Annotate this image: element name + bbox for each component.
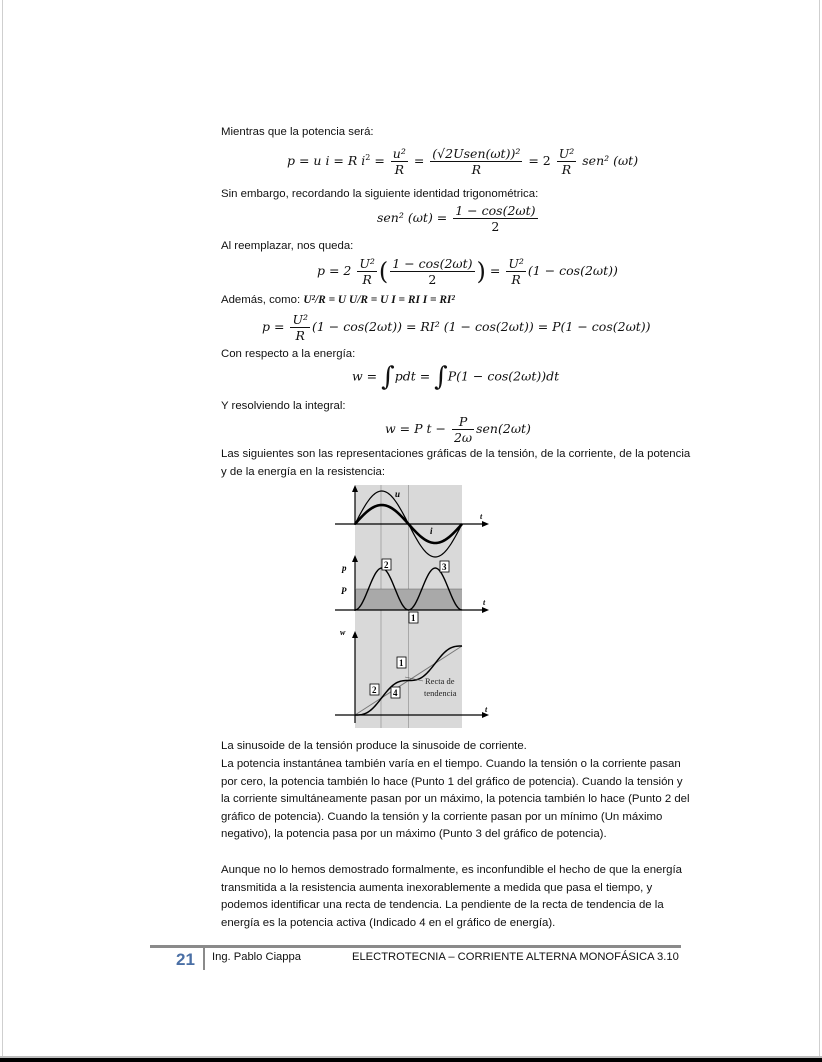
page-bottom-bar (0, 1058, 822, 1062)
page-number: 21 (176, 950, 195, 969)
equation-energy-integral (352, 362, 559, 392)
eq1-frac2-num: (√2Usen(ωt))² (432, 146, 521, 161)
marker-4-energy (391, 687, 400, 698)
eq5-mid: pdt = (394, 368, 431, 384)
eq1-frac2-den: R (471, 162, 482, 177)
text-intro-power: Mientras que la potencia será: (221, 126, 374, 138)
label-t-top: t (480, 512, 483, 521)
svg-text:3: 3 (442, 562, 447, 572)
eq5-tail: P(1 − cos(2ωt))dt (447, 368, 560, 384)
svg-text:2: 2 (372, 685, 377, 695)
eq4-tail: (1 − cos(2ωt)) = RI² (1 − cos(2ωt)) = P(1 − cos(2ωt)) (311, 319, 651, 334)
eq1-frac3 (557, 146, 577, 177)
eq1-frac2 (430, 146, 522, 177)
label-u: u (395, 489, 401, 499)
eq3-tail: (1 − cos(2ωt)) (527, 263, 618, 278)
eq1-frac1-den: R (394, 162, 405, 177)
footer-author: Ing. Pablo Ciappa (212, 951, 301, 963)
eq1-coef: = 2 (528, 153, 551, 168)
eq5-lhs: w = (352, 368, 378, 384)
label-trend-line: Recta de (425, 676, 455, 686)
equation-energy-solution (385, 414, 531, 445)
waveform-figure (335, 483, 500, 728)
integral-icon: ∫ (434, 362, 448, 392)
eq1-lhs: p = u i = R i (287, 153, 366, 168)
marker-2-energy (370, 684, 379, 695)
eq1-frac1 (391, 146, 408, 177)
label-w: w (340, 628, 346, 637)
text-energy-intro: Con respecto a la energía: (221, 348, 356, 360)
eq6-frac-num: P (452, 414, 474, 430)
equation-power: p = u i = R $i^2$ = $\frac{\text{u²}}{R}$ = $\frac{\text{(√2Usen(ωt))²}}{R}$ = 2 $\frac{\text{U²}}{R}$ sen² (ωt) (287, 146, 639, 177)
equation-trig-identity (377, 203, 540, 234)
also-as-prefix: Además, como: (221, 294, 304, 306)
footer-separator (203, 948, 205, 970)
text-graphs-intro: Las siguientes son las representaciones gráficas de la tensión, de la corriente, de la potencia y de la energía en la resistencia: (221, 448, 691, 478)
text-solve-intro: Y resolviendo la integral: (221, 400, 346, 412)
eq2-den: 2 (491, 219, 500, 234)
eq2-lhs: sen² (ωt) = (377, 210, 448, 225)
eq3-frac1-den: R (362, 272, 372, 287)
eq3-frac2-num: 1 − cos(2ωt) (392, 256, 473, 271)
text-also-as (221, 292, 455, 310)
eq4-frac-den: R (295, 328, 305, 343)
eq6-frac (452, 414, 474, 445)
eq2-num: 1 − cos(2ωt) (455, 203, 536, 218)
label-trend-line-2: tendencia (424, 688, 457, 698)
eq4-lhs: p = (262, 319, 285, 334)
eq3-eq: = (489, 263, 501, 278)
eq1-frac3-den: R (561, 162, 572, 177)
marker-1-power (409, 612, 418, 623)
eq3-frac3-num: U² (508, 256, 524, 271)
eq6-frac-den: 2ω (453, 430, 473, 445)
footer-document-title: ELECTROTECNIA – CORRIENTE ALTERNA MONOFÁSICA 3.10 (352, 951, 679, 963)
p-t-axis-arrow-icon (482, 607, 489, 613)
text-explanation-3: Aunque no lo hemos demostrado formalmente, es inconfundible el hecho de que la energía transmitida a la resistencia aumenta inexorablemente a medida que pasa el tiempo, y podemos identificar una recta de tendencia. La pendiente de la recta de tendencia de la energía es la potencia activa (Indicado 4 en el gráfico de energía). (221, 864, 682, 929)
equation-power-expanded: p = 2 $\frac{\text{U²}}{R}$ ( $\frac{1 - \cos(2\omega t)}{2}$ ) = $\frac{\text{U²}}{R}$ (1 − cos(2ωt)) (317, 256, 618, 287)
page-border-left (2, 0, 3, 1058)
text-replace-intro: Al reemplazar, nos queda: (221, 240, 354, 252)
eq6-tail: sen(2ωt) (476, 421, 531, 436)
eq1-frac1-num: u² (392, 146, 406, 161)
eq1-tail: sen² (ωt) (582, 153, 639, 168)
svg-text:1: 1 (399, 658, 404, 668)
eq3-frac3 (506, 256, 526, 287)
label-t-bottom: t (485, 705, 488, 714)
eq2-frac (453, 203, 537, 234)
eq3-frac1-num: U² (359, 256, 375, 271)
eq3-frac2 (390, 256, 474, 287)
eq3-frac3-den: R (511, 272, 521, 287)
eq4-frac-num: U² (292, 312, 308, 327)
ui-t-axis-arrow-icon (482, 521, 489, 527)
text-trig-identity-intro: Sin embargo, recordando la siguiente identidad trigonométrica: (221, 188, 539, 200)
page-border-right (819, 0, 820, 1058)
label-P: P (341, 586, 347, 596)
eq3-lhs: p = 2 (317, 263, 352, 278)
text-explanation-1: La sinusoide de la tensión produce la sinusoide de corriente. (221, 740, 527, 752)
integral-icon: ∫ (381, 362, 395, 392)
marker-3-power (440, 561, 449, 572)
eq3-frac2-den: 2 (428, 272, 437, 287)
label-p: p (342, 563, 347, 573)
label-t-mid: t (483, 598, 486, 607)
text-explanation-2: La potencia instantánea también varía en el tiempo. Cuando la tensión o la corriente pasan por cero, la potencia también lo hace (Punto 1 del gráfico de potencia). Cuando la tensión y la corriente simultáneamente pasan por un máximo, la potencia también lo hace (Punto 2 del gráfico de potencia). Cuando la tensión y la corriente pasan por un mínimo (Un máximo negativo), la potencia pasa por un máximo (Punto 3 del gráfico de potencia). (221, 758, 690, 841)
eq6-lhs: w = P t − (385, 421, 446, 436)
eq1-frac3-num: U² (558, 146, 575, 161)
svg-text:1: 1 (411, 613, 416, 623)
footer-rule (150, 945, 681, 948)
marker-1-energy (397, 657, 406, 668)
svg-text:4: 4 (393, 688, 398, 698)
svg-text:2: 2 (384, 560, 389, 570)
marker-2-power (382, 559, 391, 570)
eq4-frac (290, 312, 310, 343)
active-power-band (355, 589, 462, 610)
equation-power-active (262, 312, 651, 343)
also-as-expression: U²/R = U U/R = U I = RI I = RI² (303, 294, 455, 306)
label-i: i (430, 526, 433, 536)
eq3-frac1 (357, 256, 377, 287)
